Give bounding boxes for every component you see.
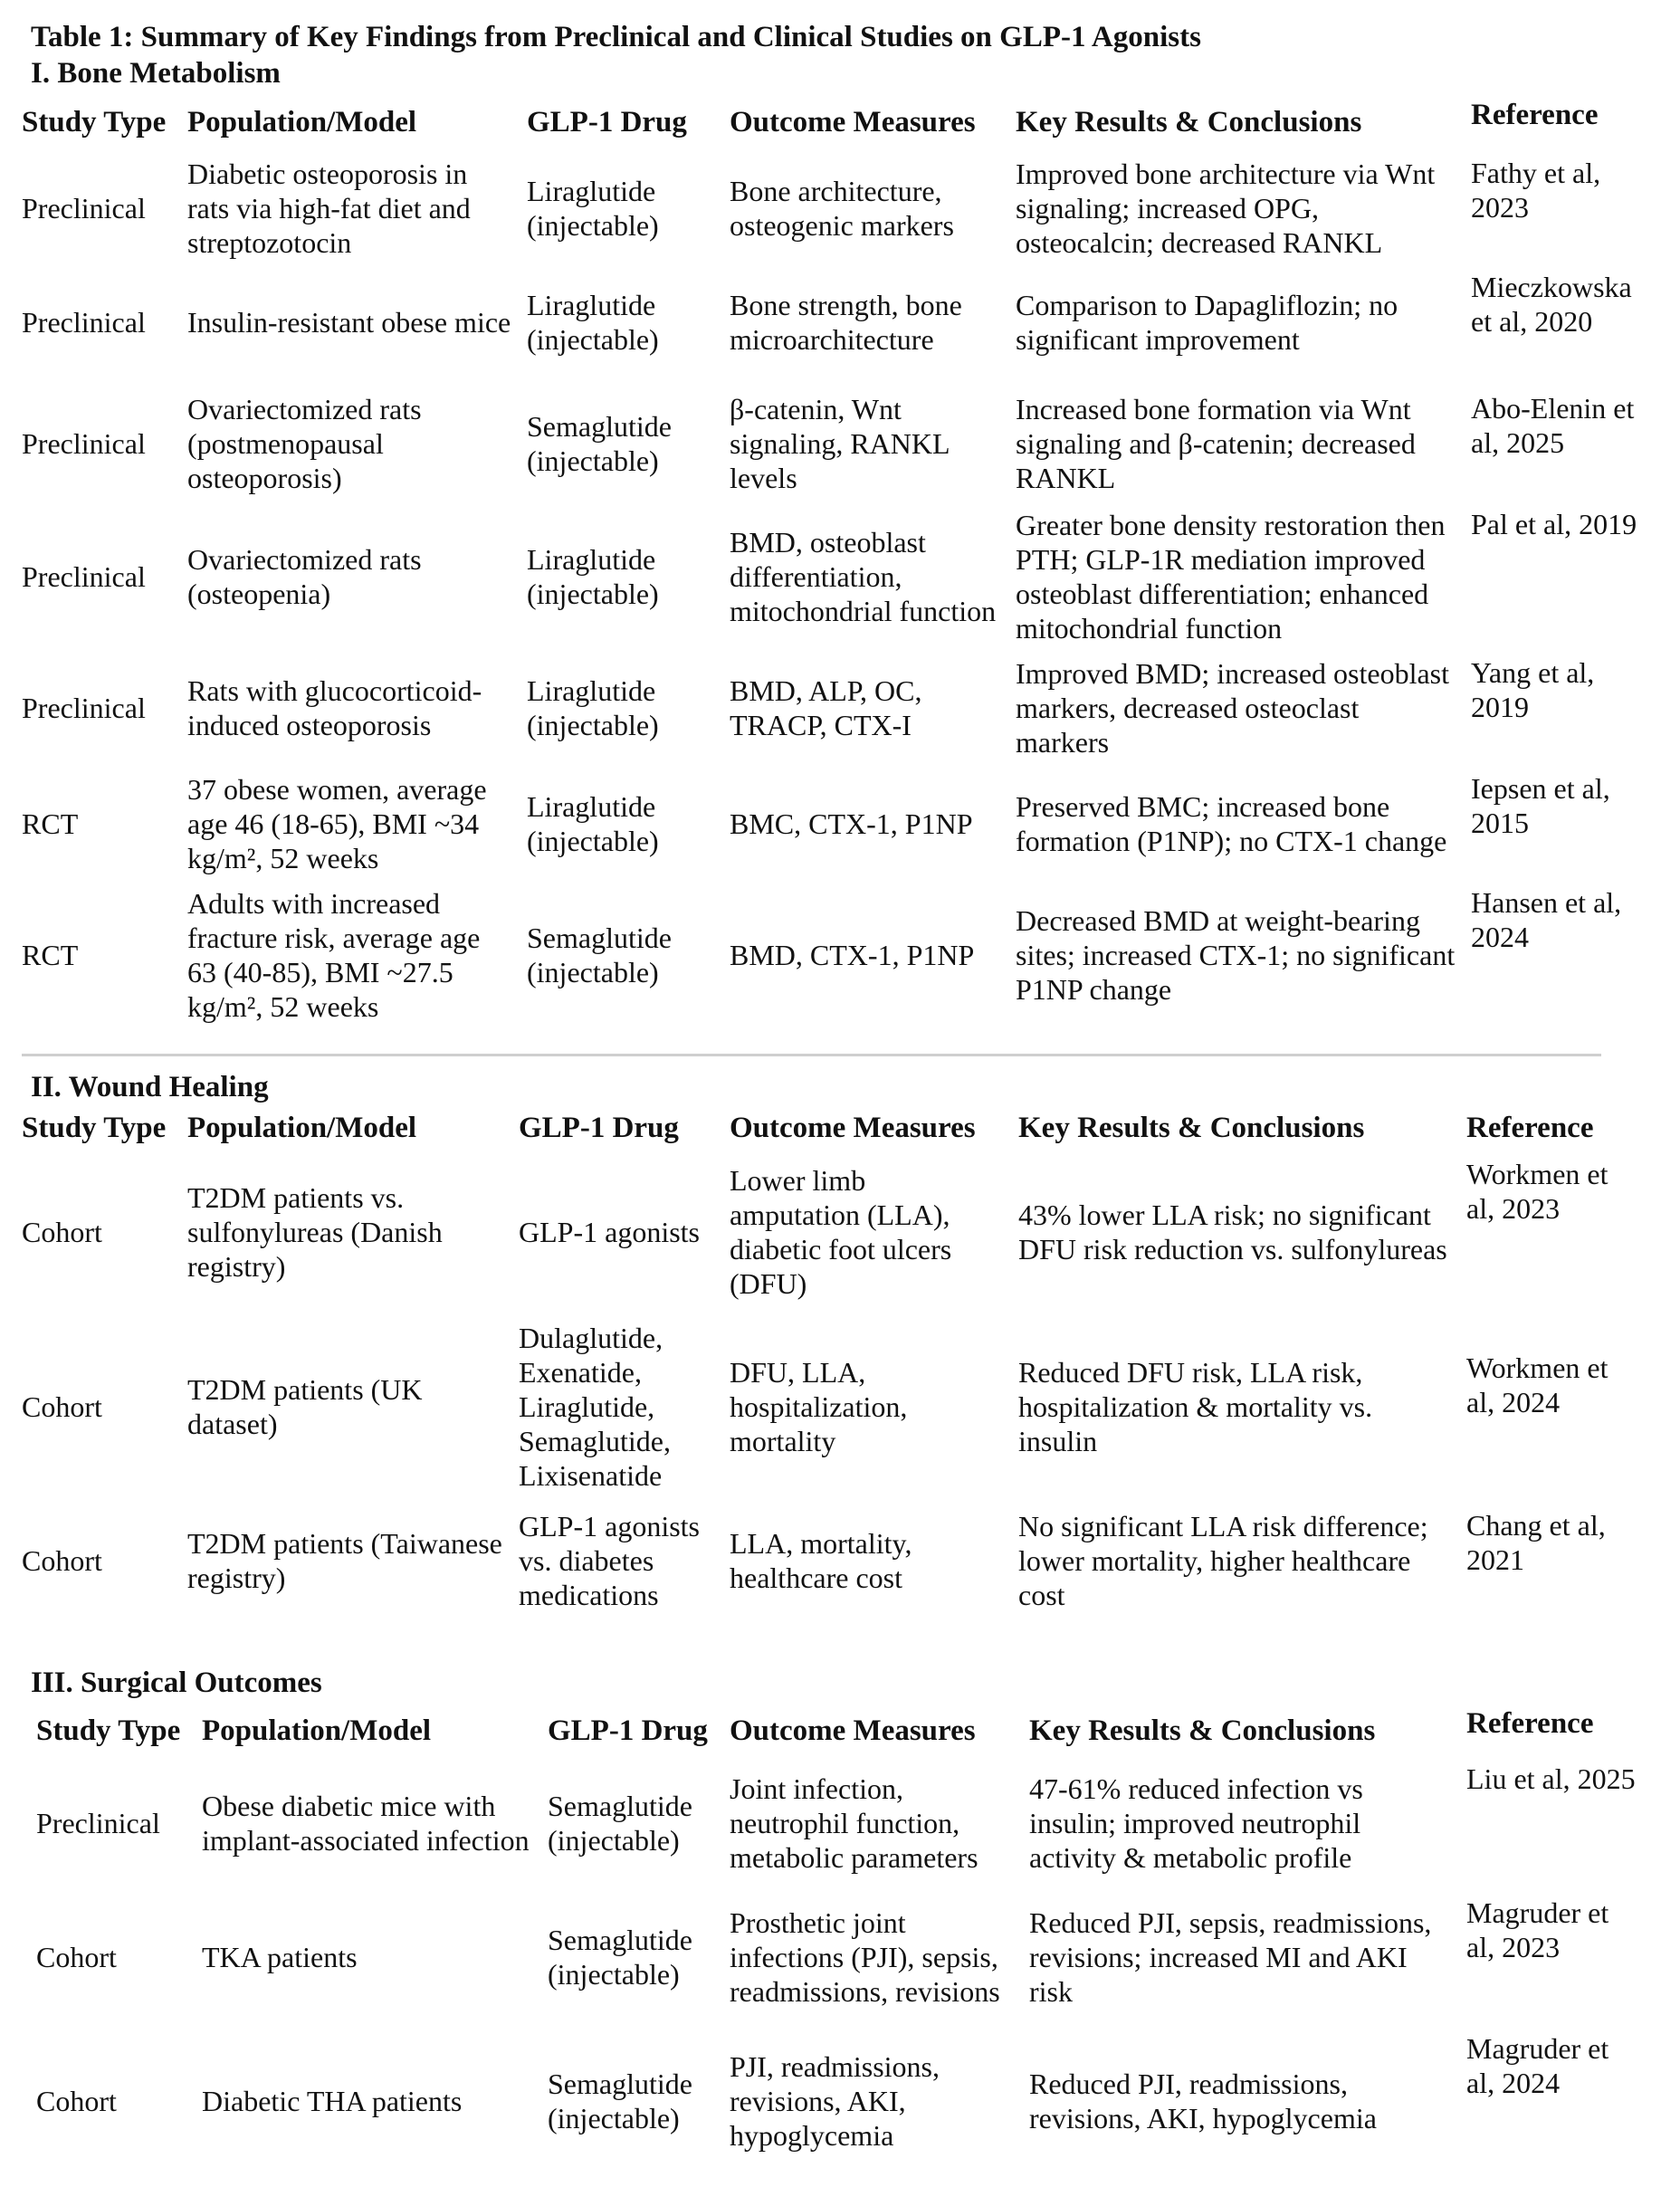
- cell-drug: Semaglutide (injectable): [527, 409, 672, 477]
- cell-drug: Dulaglutide, Exenatide, Liraglutide, Semaglutide, Lixisenatide: [519, 1322, 671, 1492]
- cell-drug: Liraglutide (injectable): [527, 789, 659, 857]
- cell-drug: Semaglutide (injectable): [548, 1923, 692, 1991]
- cell-outcomes: DFU, LLA, hospitalization, mortality: [730, 1356, 908, 1457]
- cell-reference: Iepsen et al, 2015: [1471, 772, 1610, 839]
- cell-results: Improved BMD; increased osteoblast markers, decreased osteoclast markers: [1016, 656, 1449, 759]
- cell-population: Diabetic osteoporosis in rats via high-fat diet and streptozotocin: [187, 157, 471, 259]
- cell-reference: Abo-Elenin et al, 2025: [1471, 392, 1635, 459]
- cell-results: Reduced PJI, sepsis, readmissions, revisions; increased MI and AKI risk: [1029, 1905, 1432, 2008]
- column-header-outcomes: Outcome Measures: [730, 106, 976, 138]
- cell-results: Decreased BMD at weight-bearing sites; increased CTX-1; no significant P1NP change: [1016, 903, 1456, 1006]
- cell-study-type: Cohort: [22, 1215, 102, 1248]
- cell-study-type: Cohort: [36, 1940, 117, 1973]
- cell-drug: GLP-1 agonists: [519, 1215, 700, 1248]
- cell-reference: Mieczkowska et al, 2020: [1471, 271, 1632, 338]
- cell-results: 47-61% reduced infection vs insulin; improved neutrophil activity & metabolic profile: [1029, 1772, 1363, 1874]
- column-header-population: Population/Model: [187, 1112, 417, 1144]
- cell-results: No significant LLA risk difference; lower mortality, higher healthcare cost: [1018, 1509, 1428, 1611]
- section-heading-bone-metabolism: I. Bone Metabolism: [31, 57, 281, 90]
- cell-outcomes: BMD, osteoblast differentiation, mitochondrial function: [730, 525, 997, 627]
- cell-drug: Liraglutide (injectable): [527, 289, 659, 356]
- cell-study-type: Preclinical: [22, 559, 146, 593]
- cell-reference: Workmen et al, 2023: [1466, 1158, 1608, 1225]
- cell-drug: GLP-1 agonists vs. diabetes medications: [519, 1509, 700, 1611]
- cell-drug: Semaglutide (injectable): [527, 921, 672, 988]
- cell-reference: Yang et al, 2019: [1471, 656, 1595, 723]
- cell-drug: Liraglutide (injectable): [527, 542, 659, 610]
- column-header-drug: GLP-1 Drug: [527, 106, 687, 138]
- cell-outcomes: LLA, mortality, healthcare cost: [730, 1526, 912, 1594]
- cell-reference: Chang et al, 2021: [1466, 1509, 1606, 1576]
- cell-reference: Liu et al, 2025: [1466, 1762, 1636, 1795]
- cell-outcomes: Prosthetic joint infections (PJI), sepsis, readmissions, revisions: [730, 1905, 1000, 2008]
- column-header-drug: GLP-1 Drug: [548, 1714, 708, 1747]
- cell-results: Reduced PJI, readmissions, revisions, AKI, hypoglycemia: [1029, 2067, 1377, 2134]
- cell-results: Comparison to Dapagliflozin; no significant improvement: [1016, 289, 1398, 356]
- cell-population: 37 obese women, average age 46 (18-65), BMI ~34 kg/m², 52 weeks: [187, 772, 487, 874]
- cell-population: T2DM patients vs. sulfonylureas (Danish registry): [187, 1180, 443, 1283]
- cell-outcomes: β-catenin, Wnt signaling, RANKL levels: [730, 392, 950, 494]
- column-header-outcomes: Outcome Measures: [730, 1714, 976, 1747]
- cell-population: Adults with increased fracture risk, average age 63 (40-85), BMI ~27.5 kg/m², 52 weeks: [187, 886, 481, 1023]
- cell-study-type: Cohort: [22, 1543, 102, 1577]
- column-header-population: Population/Model: [202, 1714, 432, 1747]
- column-header-outcomes: Outcome Measures: [730, 1112, 976, 1144]
- cell-results: Preserved BMC; increased bone formation (P1NP); no CTX-1 change: [1016, 789, 1447, 857]
- cell-results: Reduced DFU risk, LLA risk, hospitalization & mortality vs. insulin: [1018, 1356, 1373, 1457]
- cell-study-type: Preclinical: [22, 691, 146, 724]
- cell-population: TKA patients: [202, 1940, 358, 1973]
- cell-study-type: Preclinical: [22, 306, 146, 339]
- cell-reference: Pal et al, 2019: [1471, 508, 1637, 540]
- cell-population: Obese diabetic mice with implant-associated infection: [202, 1789, 530, 1857]
- cell-results: 43% lower LLA risk; no significant DFU risk reduction vs. sulfonylureas: [1018, 1198, 1447, 1265]
- cell-drug: Semaglutide (injectable): [548, 2067, 692, 2134]
- cell-outcomes: Joint infection, neutrophil function, metabolic parameters: [730, 1772, 978, 1874]
- cell-study-type: RCT: [22, 807, 79, 840]
- cell-population: Ovariectomized rats (osteopenia): [187, 542, 422, 610]
- section-divider: [22, 1054, 1601, 1056]
- column-header-results: Key Results & Conclusions: [1016, 106, 1362, 138]
- cell-outcomes: BMD, CTX-1, P1NP: [730, 938, 975, 971]
- column-header-results: Key Results & Conclusions: [1029, 1714, 1376, 1747]
- cell-study-type: RCT: [22, 938, 79, 971]
- cell-results: Increased bone formation via Wnt signaling and β-catenin; decreased RANKL: [1016, 392, 1416, 494]
- column-header-reference: Reference: [1466, 1707, 1594, 1740]
- column-header-study-type: Study Type: [22, 1112, 167, 1144]
- column-header-drug: GLP-1 Drug: [519, 1112, 679, 1144]
- cell-outcomes: Lower limb amputation (LLA), diabetic foot ulcers (DFU): [730, 1163, 952, 1300]
- cell-drug: Liraglutide (injectable): [527, 174, 659, 242]
- cell-outcomes: BMD, ALP, OC, TRACP, CTX-I: [730, 673, 922, 741]
- column-header-reference: Reference: [1471, 99, 1599, 131]
- cell-reference: Hansen et al, 2024: [1471, 886, 1622, 953]
- cell-outcomes: PJI, readmissions, revisions, AKI, hypoglycemia: [730, 2049, 940, 2152]
- cell-reference: Fathy et al, 2023: [1471, 157, 1601, 224]
- cell-population: Diabetic THA patients: [202, 2084, 463, 2117]
- cell-reference: Magruder et al, 2023: [1466, 1896, 1609, 1963]
- cell-reference: Workmen et al, 2024: [1466, 1351, 1608, 1418]
- section-heading-wound-healing: II. Wound Healing: [31, 1071, 269, 1103]
- column-header-population: Population/Model: [187, 106, 417, 138]
- cell-population: Insulin-resistant obese mice: [187, 306, 511, 339]
- column-header-study-type: Study Type: [22, 106, 167, 138]
- cell-outcomes: Bone strength, bone microarchitecture: [730, 289, 962, 356]
- cell-drug: Semaglutide (injectable): [548, 1789, 692, 1857]
- cell-drug: Liraglutide (injectable): [527, 673, 659, 741]
- cell-outcomes: Bone architecture, osteogenic markers: [730, 174, 954, 242]
- cell-population: Ovariectomized rats (postmenopausal osteoporosis): [187, 392, 422, 494]
- column-header-reference: Reference: [1466, 1112, 1594, 1144]
- column-header-study-type: Study Type: [36, 1714, 181, 1747]
- section-heading-surgical-outcomes: III. Surgical Outcomes: [31, 1667, 322, 1699]
- table-title: Table 1: Summary of Key Findings from Preclinical and Clinical Studies on GLP-1 Agonists: [31, 21, 1201, 53]
- cell-outcomes: BMC, CTX-1, P1NP: [730, 807, 973, 840]
- column-header-results: Key Results & Conclusions: [1018, 1112, 1365, 1144]
- cell-study-type: Preclinical: [22, 191, 146, 224]
- cell-study-type: Preclinical: [22, 426, 146, 460]
- cell-results: Greater bone density restoration then PTH; GLP-1R mediation improved osteoblast differentiation; enhanced mitochondrial function: [1016, 508, 1446, 645]
- cell-study-type: Cohort: [22, 1390, 102, 1423]
- cell-population: T2DM patients (Taiwanese registry): [187, 1526, 502, 1594]
- cell-results: Improved bone architecture via Wnt signaling; increased OPG, osteocalcin; decreased RANKL: [1016, 157, 1436, 259]
- cell-population: Rats with glucocorticoid-induced osteoporosis: [187, 673, 482, 741]
- cell-reference: Magruder et al, 2024: [1466, 2032, 1609, 2099]
- cell-study-type: Cohort: [36, 2084, 117, 2117]
- cell-study-type: Preclinical: [36, 1806, 160, 1839]
- cell-population: T2DM patients (UK dataset): [187, 1373, 423, 1440]
